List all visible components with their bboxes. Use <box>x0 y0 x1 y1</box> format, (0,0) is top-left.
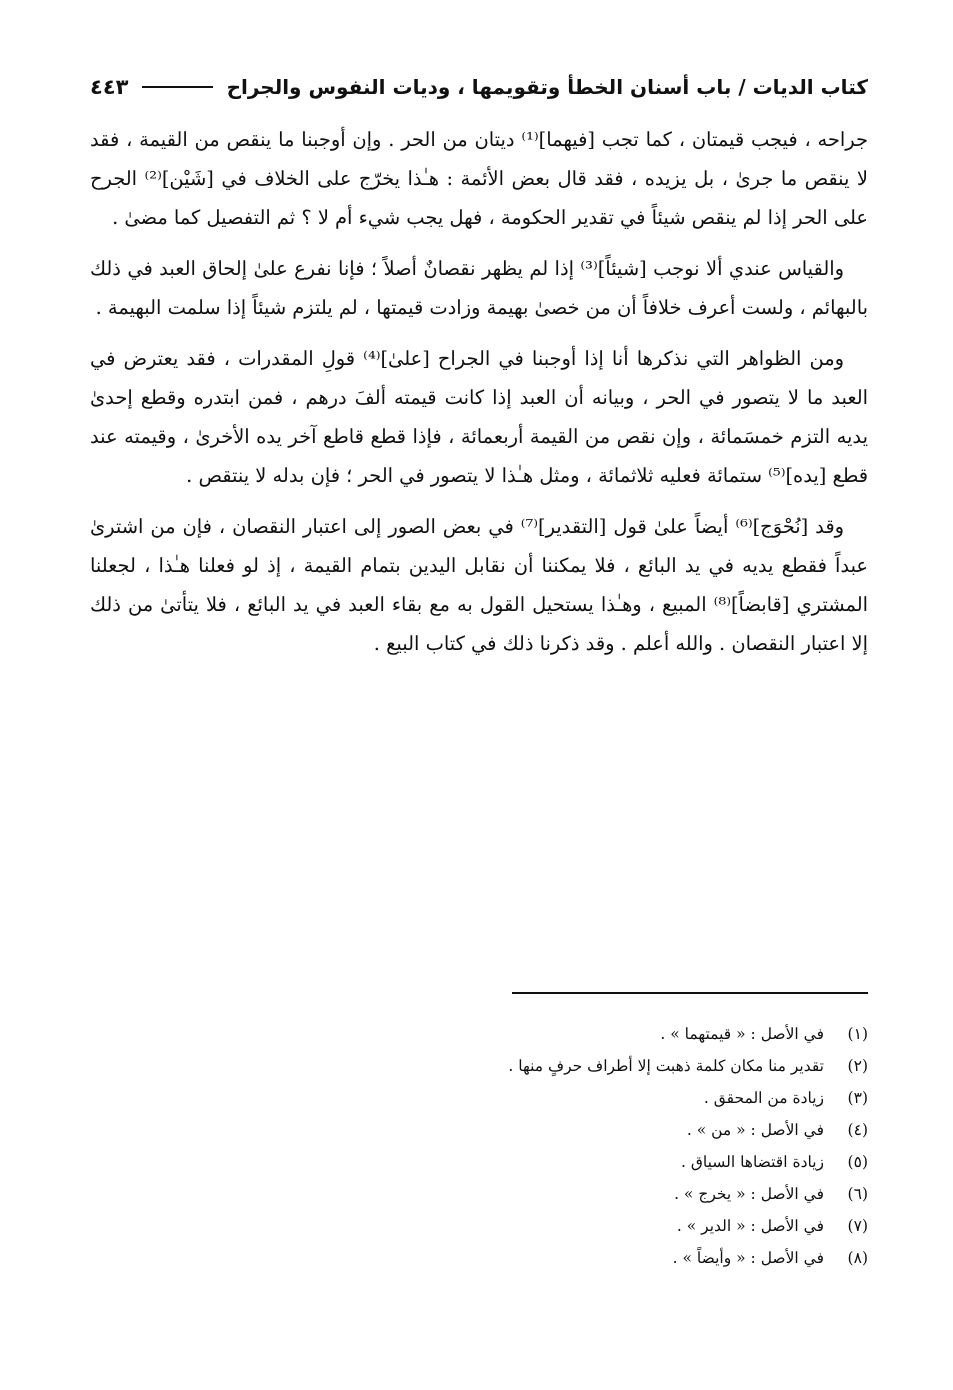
footnote-item <box>300 1210 868 1242</box>
footnote-number: (١) <box>847 1025 868 1043</box>
header-title: كتاب الديات / باب أسنان الخطأ وتقويمها ، وديات النفوس والجراح <box>226 75 868 99</box>
footnote-item <box>300 1018 868 1050</box>
main-text <box>90 120 868 675</box>
footnote-text: في الأصل : « يخرج » . <box>674 1185 824 1203</box>
footnote-text: في الأصل : « قيمتهما » . <box>660 1025 824 1043</box>
running-header <box>90 64 868 110</box>
footnote-text: في الأصل : « من » . <box>686 1121 824 1139</box>
paragraph: والقياس عندي ألا نوجب [شيئاً]⁽³⁾ إذا لم يظهر نقصانٌ أصلاً ؛ فإنا نفرع علىٰ إلحاق العبد في ذلك بالبهائم ، ولست أعرف خلافاً أن من خصىٰ بهيمة وزادت قيمتها ، لم يلتزم شيئاً إذا سلمت البهيمة . <box>90 257 868 319</box>
footnote-number: (٧) <box>847 1217 868 1235</box>
paragraph: ومن الظواهر التي نذكرها أنا إذا أوجبنا في الجراح [علىٰ]⁽⁴⁾ قولِ المقدرات ، فقد يعترض في العبد ما لا يتصور في الحر ، وبيانه أن العبد إذا كانت قيمته ألفَ درهم ، فمن ابتدره وقطع إحدىٰ يديه التزم خمسَمائة ، وإن نقص من القيمة أربعمائة ، فإذا قطع قاطع آخر يده الأخرىٰ ، وقيمته عند قطع [يده]⁽⁵⁾ ستمائة فعليه ثلاثمائة ، ومثل هـٰذا لا يتصور في الحر ؛ فإن بدله لا ينتقص . <box>90 347 868 487</box>
footnote-item <box>300 1242 868 1274</box>
footnote-item <box>300 1114 868 1146</box>
footnote-text: في الأصل : « الدير » . <box>676 1217 824 1235</box>
paragraph: وقد [نُحْوَج]⁽⁶⁾ أيضاً علىٰ قول [التقدير]⁽⁷⁾ في بعض الصور إلى اعتبار النقصان ، فإن من اشترىٰ عبداً فقطع يديه في يد البائع ، فلا يمكننا أن نقابل اليدين بتمام القيمة ، إذ لو فعلنا هـٰذا ، لجعلنا المشتري [قابضاً]⁽⁸⁾ المبيع ، وهـٰذا يستحيل القول به مع بقاء العبد في يد البائع ، فلا يتأتىٰ من ذلك إلا اعتبار النقصان . والله أعلم . وقد ذكرنا ذلك في كتاب البيع . <box>90 515 868 655</box>
footnote-text: تقدير منا مكان كلمة ذهبت إلا أطراف حرفٍ منها . <box>508 1057 824 1075</box>
footnote-number: (٦) <box>847 1185 868 1203</box>
footnote-item <box>300 1178 868 1210</box>
footnote-item <box>300 1050 868 1082</box>
footnote-number: (٤) <box>847 1121 868 1139</box>
footnote-text: زيادة من المحقق . <box>703 1089 824 1107</box>
header-rule <box>142 86 212 88</box>
footnote-text: زيادة اقتضاها السياق . <box>681 1153 824 1171</box>
page-number: ٤٤٣ <box>90 75 129 99</box>
footnote-text: في الأصل : « وأيضاً » . <box>672 1249 824 1267</box>
footnote-number: (٥) <box>847 1153 868 1171</box>
footnote-number: (٢) <box>847 1057 868 1075</box>
footnote-number: (٣) <box>847 1089 868 1107</box>
footnote-item <box>300 1146 868 1178</box>
footnote-separator <box>512 992 868 994</box>
paragraph: جراحه ، فيجب قيمتان ، كما تجب [فيهما]⁽¹⁾ ديتان من الحر . وإن أوجبنا ما ينقص من القيمة ، فقد لا ينقص ما جرىٰ ، بل يزيده ، فقد قال بعض الأئمة : هـٰذا يخرّج على الخلاف في [شَيْن]⁽²⁾ الجرح على الحر إذا لم ينقص شيئاً في تقدير الحكومة ، فهل يجب شيء أم لا ؟ ثم التفصيل كما مضىٰ . <box>90 128 868 229</box>
footnote-item <box>300 1082 868 1114</box>
footnote-number: (٨) <box>847 1249 868 1267</box>
footnotes-list <box>300 1018 868 1274</box>
